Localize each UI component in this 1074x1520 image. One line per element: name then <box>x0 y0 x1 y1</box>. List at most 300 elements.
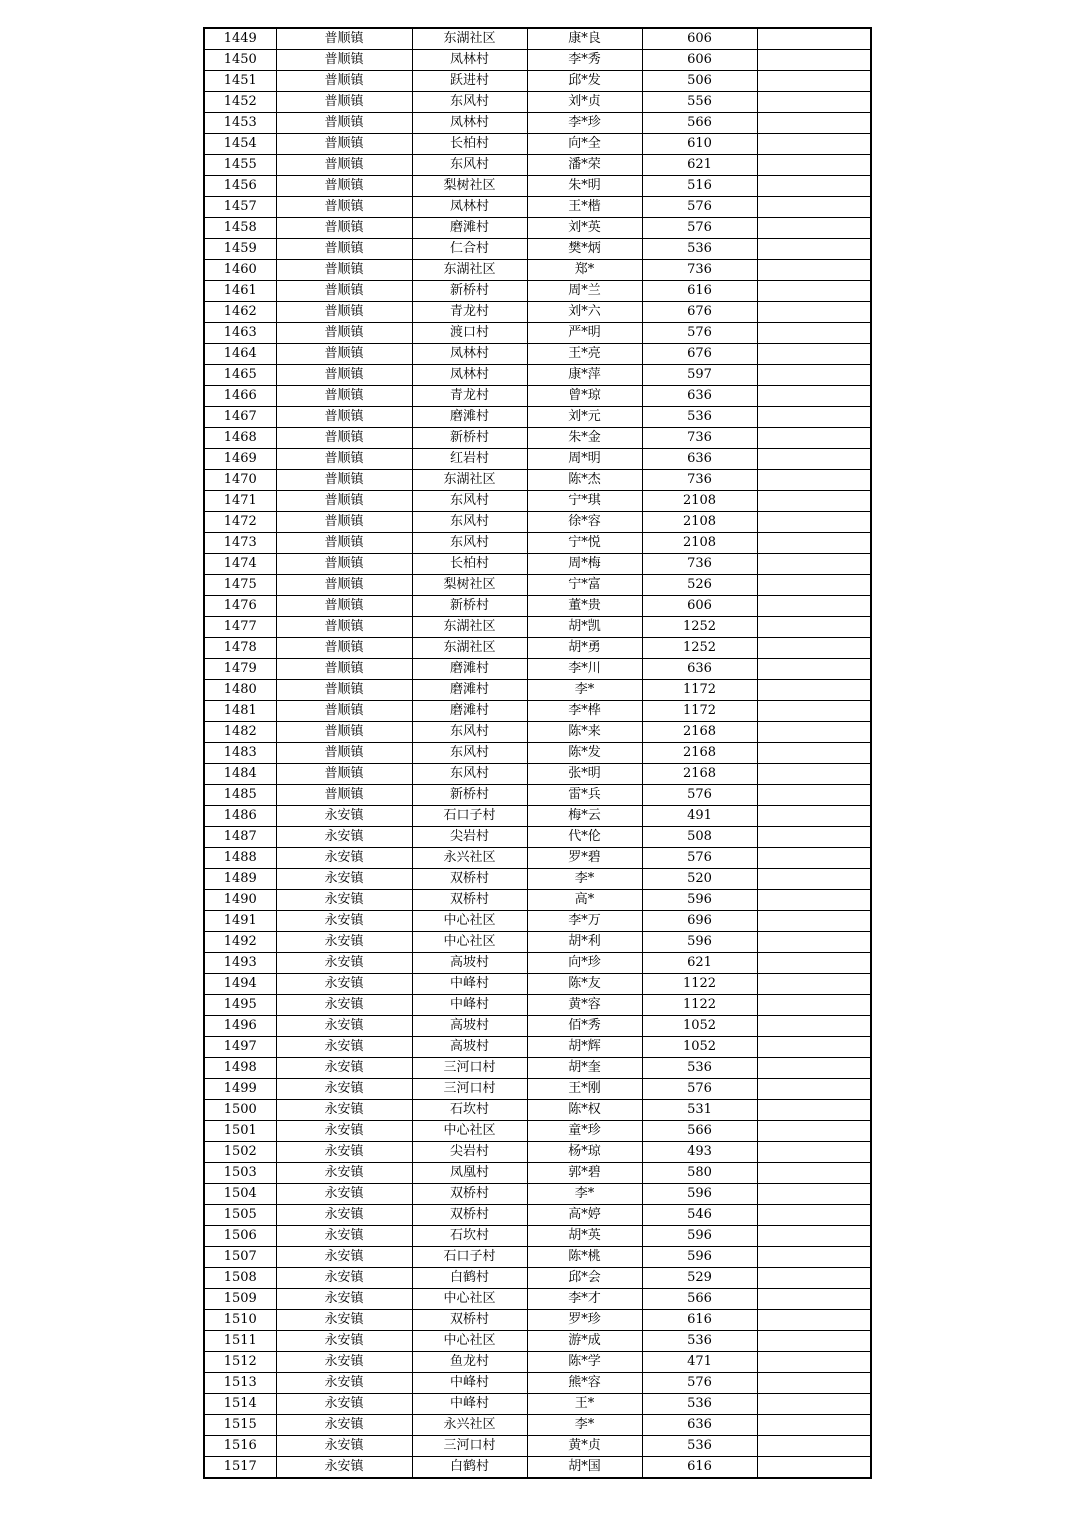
cell-amount: 597 <box>642 365 757 386</box>
table-row <box>204 743 871 764</box>
cell-amount: 606 <box>642 28 757 50</box>
cell-no: 1480 <box>204 680 276 701</box>
cell-note <box>757 218 871 239</box>
cell-amount: 536 <box>642 1058 757 1079</box>
cell-village: 磨滩村 <box>412 659 527 680</box>
table-row <box>204 1205 871 1226</box>
table-row <box>204 806 871 827</box>
cell-town: 永安镇 <box>276 1457 412 1479</box>
cell-village: 新桥村 <box>412 785 527 806</box>
cell-village: 东风村 <box>412 764 527 785</box>
cell-no: 1513 <box>204 1373 276 1394</box>
cell-name: 董*贵 <box>527 596 642 617</box>
cell-no: 1474 <box>204 554 276 575</box>
table-row <box>204 554 871 575</box>
cell-name: 雷*兵 <box>527 785 642 806</box>
cell-no: 1464 <box>204 344 276 365</box>
cell-name: 严*明 <box>527 323 642 344</box>
cell-no: 1491 <box>204 911 276 932</box>
cell-town: 普顺镇 <box>276 176 412 197</box>
cell-name: 刘*英 <box>527 218 642 239</box>
cell-no: 1508 <box>204 1268 276 1289</box>
cell-town: 永安镇 <box>276 1268 412 1289</box>
cell-amount: 636 <box>642 386 757 407</box>
cell-town: 永安镇 <box>276 1352 412 1373</box>
cell-name: 向*珍 <box>527 953 642 974</box>
cell-village: 渡口村 <box>412 323 527 344</box>
table-row <box>204 176 871 197</box>
cell-note <box>757 890 871 911</box>
cell-name: 向*全 <box>527 134 642 155</box>
cell-note <box>757 176 871 197</box>
cell-town: 普顺镇 <box>276 323 412 344</box>
cell-note <box>757 1289 871 1310</box>
cell-town: 普顺镇 <box>276 302 412 323</box>
table-row <box>204 1247 871 1268</box>
cell-village: 中心社区 <box>412 911 527 932</box>
cell-name: 梅*云 <box>527 806 642 827</box>
table-row <box>204 50 871 71</box>
cell-amount: 556 <box>642 92 757 113</box>
cell-name: 杨*琼 <box>527 1142 642 1163</box>
cell-name: 游*成 <box>527 1331 642 1352</box>
cell-note <box>757 407 871 428</box>
cell-no: 1471 <box>204 491 276 512</box>
cell-amount: 610 <box>642 134 757 155</box>
cell-amount: 2168 <box>642 743 757 764</box>
cell-note <box>757 764 871 785</box>
cell-note <box>757 113 871 134</box>
cell-village: 新桥村 <box>412 428 527 449</box>
table-row <box>204 1100 871 1121</box>
cell-no: 1512 <box>204 1352 276 1373</box>
cell-no: 1467 <box>204 407 276 428</box>
cell-town: 永安镇 <box>276 1184 412 1205</box>
cell-name: 周*兰 <box>527 281 642 302</box>
table-row <box>204 28 871 50</box>
cell-village: 高坡村 <box>412 1037 527 1058</box>
cell-town: 永安镇 <box>276 1142 412 1163</box>
cell-note <box>757 1079 871 1100</box>
cell-amount: 2168 <box>642 722 757 743</box>
table-row <box>204 1016 871 1037</box>
cell-name: 宁*富 <box>527 575 642 596</box>
cell-amount: 576 <box>642 848 757 869</box>
cell-note <box>757 50 871 71</box>
cell-village: 东湖社区 <box>412 470 527 491</box>
table-row <box>204 365 871 386</box>
cell-village: 东风村 <box>412 155 527 176</box>
cell-no: 1476 <box>204 596 276 617</box>
cell-note <box>757 28 871 50</box>
cell-no: 1455 <box>204 155 276 176</box>
cell-note <box>757 1268 871 1289</box>
cell-note <box>757 680 871 701</box>
cell-town: 永安镇 <box>276 1100 412 1121</box>
cell-name: 黄*贞 <box>527 1436 642 1457</box>
cell-note <box>757 995 871 1016</box>
cell-no: 1515 <box>204 1415 276 1436</box>
cell-village: 仁合村 <box>412 239 527 260</box>
cell-amount: 676 <box>642 344 757 365</box>
cell-note <box>757 134 871 155</box>
cell-no: 1453 <box>204 113 276 134</box>
cell-name: 李* <box>527 869 642 890</box>
cell-town: 普顺镇 <box>276 71 412 92</box>
cell-no: 1495 <box>204 995 276 1016</box>
cell-amount: 1172 <box>642 701 757 722</box>
table-row <box>204 1394 871 1415</box>
cell-amount: 491 <box>642 806 757 827</box>
cell-name: 王* <box>527 1394 642 1415</box>
cell-village: 凤林村 <box>412 365 527 386</box>
cell-name: 曾*琼 <box>527 386 642 407</box>
cell-town: 永安镇 <box>276 1226 412 1247</box>
cell-no: 1509 <box>204 1289 276 1310</box>
cell-village: 石口子村 <box>412 1247 527 1268</box>
table-row <box>204 890 871 911</box>
cell-name: 童*珍 <box>527 1121 642 1142</box>
cell-note <box>757 449 871 470</box>
cell-name: 陈*友 <box>527 974 642 995</box>
cell-note <box>757 785 871 806</box>
table-row <box>204 1058 871 1079</box>
cell-note <box>757 1163 871 1184</box>
cell-amount: 1252 <box>642 617 757 638</box>
cell-village: 东湖社区 <box>412 638 527 659</box>
cell-name: 邱*会 <box>527 1268 642 1289</box>
cell-note <box>757 974 871 995</box>
cell-amount: 536 <box>642 239 757 260</box>
cell-name: 胡*利 <box>527 932 642 953</box>
cell-no: 1496 <box>204 1016 276 1037</box>
cell-name: 康*萍 <box>527 365 642 386</box>
cell-name: 高*婷 <box>527 1205 642 1226</box>
table-row <box>204 1289 871 1310</box>
cell-town: 永安镇 <box>276 806 412 827</box>
cell-town: 永安镇 <box>276 953 412 974</box>
table-body <box>204 28 871 1478</box>
table-row <box>204 470 871 491</box>
cell-village: 东风村 <box>412 491 527 512</box>
table-row <box>204 1352 871 1373</box>
cell-village: 石坎村 <box>412 1100 527 1121</box>
cell-amount: 536 <box>642 1394 757 1415</box>
cell-note <box>757 344 871 365</box>
cell-town: 普顺镇 <box>276 407 412 428</box>
cell-note <box>757 71 871 92</box>
cell-town: 永安镇 <box>276 1247 412 1268</box>
cell-town: 普顺镇 <box>276 365 412 386</box>
cell-village: 中峰村 <box>412 995 527 1016</box>
cell-village: 双桥村 <box>412 890 527 911</box>
cell-town: 普顺镇 <box>276 617 412 638</box>
cell-note <box>757 323 871 344</box>
cell-town: 普顺镇 <box>276 134 412 155</box>
cell-amount: 576 <box>642 1079 757 1100</box>
cell-amount: 566 <box>642 1289 757 1310</box>
cell-name: 朱*明 <box>527 176 642 197</box>
table-row <box>204 533 871 554</box>
cell-name: 朱*金 <box>527 428 642 449</box>
cell-amount: 493 <box>642 1142 757 1163</box>
cell-note <box>757 638 871 659</box>
cell-name: 李*珍 <box>527 113 642 134</box>
cell-note <box>757 911 871 932</box>
cell-amount: 508 <box>642 827 757 848</box>
cell-amount: 1122 <box>642 995 757 1016</box>
cell-amount: 616 <box>642 1310 757 1331</box>
cell-amount: 696 <box>642 911 757 932</box>
cell-village: 双桥村 <box>412 869 527 890</box>
cell-note <box>757 869 871 890</box>
cell-note <box>757 659 871 680</box>
table-row <box>204 1184 871 1205</box>
cell-note <box>757 722 871 743</box>
table-row <box>204 1373 871 1394</box>
cell-village: 三河口村 <box>412 1436 527 1457</box>
cell-name: 李*万 <box>527 911 642 932</box>
cell-no: 1501 <box>204 1121 276 1142</box>
cell-village: 双桥村 <box>412 1310 527 1331</box>
table-row <box>204 1037 871 1058</box>
cell-town: 永安镇 <box>276 827 412 848</box>
cell-no: 1458 <box>204 218 276 239</box>
cell-amount: 576 <box>642 197 757 218</box>
cell-amount: 1122 <box>642 974 757 995</box>
cell-town: 普顺镇 <box>276 470 412 491</box>
table-row <box>204 449 871 470</box>
cell-note <box>757 512 871 533</box>
cell-no: 1499 <box>204 1079 276 1100</box>
cell-town: 普顺镇 <box>276 785 412 806</box>
cell-town: 永安镇 <box>276 1436 412 1457</box>
cell-no: 1505 <box>204 1205 276 1226</box>
cell-note <box>757 1142 871 1163</box>
cell-name: 樊*炳 <box>527 239 642 260</box>
cell-village: 尖岩村 <box>412 827 527 848</box>
cell-village: 双桥村 <box>412 1205 527 1226</box>
table-row <box>204 596 871 617</box>
cell-village: 磨滩村 <box>412 680 527 701</box>
cell-name: 刘*贞 <box>527 92 642 113</box>
cell-amount: 636 <box>642 659 757 680</box>
cell-no: 1488 <box>204 848 276 869</box>
cell-amount: 580 <box>642 1163 757 1184</box>
cell-name: 陈*发 <box>527 743 642 764</box>
cell-town: 普顺镇 <box>276 512 412 533</box>
cell-village: 新桥村 <box>412 281 527 302</box>
cell-note <box>757 386 871 407</box>
cell-note <box>757 1415 871 1436</box>
cell-no: 1507 <box>204 1247 276 1268</box>
cell-note <box>757 596 871 617</box>
table-row <box>204 1079 871 1100</box>
cell-note <box>757 1184 871 1205</box>
cell-no: 1451 <box>204 71 276 92</box>
cell-no: 1483 <box>204 743 276 764</box>
table-row <box>204 932 871 953</box>
cell-amount: 546 <box>642 1205 757 1226</box>
cell-village: 鱼龙村 <box>412 1352 527 1373</box>
cell-note <box>757 575 871 596</box>
cell-no: 1452 <box>204 92 276 113</box>
cell-amount: 736 <box>642 554 757 575</box>
cell-note <box>757 953 871 974</box>
cell-no: 1463 <box>204 323 276 344</box>
cell-town: 永安镇 <box>276 932 412 953</box>
cell-village: 凤凰村 <box>412 1163 527 1184</box>
cell-no: 1456 <box>204 176 276 197</box>
table-row <box>204 701 871 722</box>
cell-no: 1479 <box>204 659 276 680</box>
cell-note <box>757 1457 871 1479</box>
cell-village: 梨树社区 <box>412 176 527 197</box>
cell-amount: 596 <box>642 1226 757 1247</box>
cell-amount: 2108 <box>642 512 757 533</box>
cell-town: 普顺镇 <box>276 491 412 512</box>
cell-no: 1485 <box>204 785 276 806</box>
cell-no: 1514 <box>204 1394 276 1415</box>
cell-name: 刘*元 <box>527 407 642 428</box>
cell-village: 中心社区 <box>412 1331 527 1352</box>
cell-village: 青龙村 <box>412 302 527 323</box>
cell-no: 1500 <box>204 1100 276 1121</box>
cell-name: 潘*荣 <box>527 155 642 176</box>
table-row <box>204 911 871 932</box>
cell-village: 尖岩村 <box>412 1142 527 1163</box>
cell-note <box>757 554 871 575</box>
cell-village: 中心社区 <box>412 1289 527 1310</box>
cell-village: 凤林村 <box>412 50 527 71</box>
cell-name: 陈*权 <box>527 1100 642 1121</box>
cell-amount: 2108 <box>642 533 757 554</box>
cell-amount: 736 <box>642 470 757 491</box>
cell-amount: 516 <box>642 176 757 197</box>
table-row <box>204 428 871 449</box>
cell-name: 佰*秀 <box>527 1016 642 1037</box>
cell-no: 1502 <box>204 1142 276 1163</box>
cell-name: 李*川 <box>527 659 642 680</box>
cell-note <box>757 1037 871 1058</box>
cell-village: 东湖社区 <box>412 28 527 50</box>
cell-amount: 531 <box>642 1100 757 1121</box>
table-row <box>204 323 871 344</box>
table-row <box>204 848 871 869</box>
cell-village: 磨滩村 <box>412 701 527 722</box>
cell-note <box>757 1100 871 1121</box>
cell-note <box>757 365 871 386</box>
cell-name: 陈*桃 <box>527 1247 642 1268</box>
cell-name: 康*良 <box>527 28 642 50</box>
cell-note <box>757 701 871 722</box>
cell-note <box>757 1394 871 1415</box>
cell-no: 1506 <box>204 1226 276 1247</box>
cell-name: 徐*容 <box>527 512 642 533</box>
cell-no: 1487 <box>204 827 276 848</box>
cell-village: 永兴社区 <box>412 1415 527 1436</box>
cell-note <box>757 827 871 848</box>
cell-village: 青龙村 <box>412 386 527 407</box>
cell-note <box>757 932 871 953</box>
cell-amount: 736 <box>642 260 757 281</box>
cell-name: 张*明 <box>527 764 642 785</box>
cell-amount: 676 <box>642 302 757 323</box>
table-row <box>204 71 871 92</box>
cell-town: 永安镇 <box>276 1121 412 1142</box>
cell-village: 高坡村 <box>412 953 527 974</box>
cell-note <box>757 491 871 512</box>
cell-no: 1492 <box>204 932 276 953</box>
cell-note <box>757 617 871 638</box>
cell-amount: 616 <box>642 1457 757 1479</box>
cell-note <box>757 239 871 260</box>
cell-note <box>757 302 871 323</box>
cell-town: 普顺镇 <box>276 743 412 764</box>
cell-name: 李* <box>527 1415 642 1436</box>
cell-town: 永安镇 <box>276 890 412 911</box>
cell-no: 1450 <box>204 50 276 71</box>
cell-no: 1473 <box>204 533 276 554</box>
cell-note <box>757 1331 871 1352</box>
cell-village: 白鹤村 <box>412 1457 527 1479</box>
cell-amount: 636 <box>642 449 757 470</box>
cell-village: 三河口村 <box>412 1058 527 1079</box>
cell-amount: 536 <box>642 1331 757 1352</box>
cell-town: 普顺镇 <box>276 50 412 71</box>
cell-amount: 536 <box>642 407 757 428</box>
cell-amount: 596 <box>642 932 757 953</box>
cell-village: 永兴社区 <box>412 848 527 869</box>
cell-note <box>757 1352 871 1373</box>
cell-name: 罗*碧 <box>527 848 642 869</box>
table-row <box>204 386 871 407</box>
cell-note <box>757 743 871 764</box>
cell-name: 李*才 <box>527 1289 642 1310</box>
cell-amount: 596 <box>642 1247 757 1268</box>
cell-village: 凤林村 <box>412 113 527 134</box>
table-row <box>204 1331 871 1352</box>
cell-town: 普顺镇 <box>276 638 412 659</box>
cell-town: 普顺镇 <box>276 596 412 617</box>
cell-name: 胡*勇 <box>527 638 642 659</box>
table-row <box>204 764 871 785</box>
cell-town: 普顺镇 <box>276 218 412 239</box>
cell-no: 1481 <box>204 701 276 722</box>
cell-town: 普顺镇 <box>276 239 412 260</box>
cell-amount: 596 <box>642 1184 757 1205</box>
cell-note <box>757 533 871 554</box>
cell-town: 永安镇 <box>276 995 412 1016</box>
cell-village: 东风村 <box>412 533 527 554</box>
cell-name: 宁*悦 <box>527 533 642 554</box>
cell-no: 1478 <box>204 638 276 659</box>
cell-village: 中峰村 <box>412 974 527 995</box>
table-row <box>204 344 871 365</box>
cell-village: 东湖社区 <box>412 617 527 638</box>
cell-note <box>757 1436 871 1457</box>
cell-village: 凤林村 <box>412 344 527 365</box>
cell-note <box>757 1373 871 1394</box>
cell-town: 永安镇 <box>276 1016 412 1037</box>
cell-name: 罗*珍 <box>527 1310 642 1331</box>
cell-town: 永安镇 <box>276 1037 412 1058</box>
cell-name: 王*刚 <box>527 1079 642 1100</box>
cell-no: 1469 <box>204 449 276 470</box>
roster-table <box>203 27 872 1479</box>
table-row <box>204 113 871 134</box>
cell-town: 普顺镇 <box>276 554 412 575</box>
